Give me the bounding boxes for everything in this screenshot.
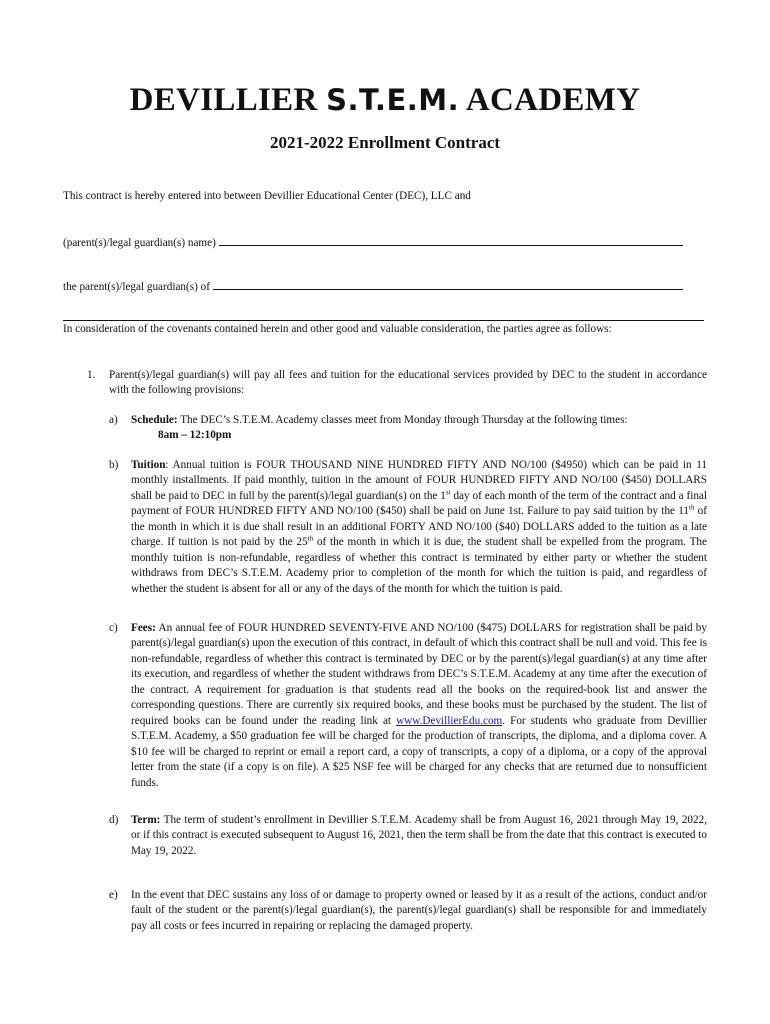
fees-letter: c) xyxy=(109,622,118,634)
term-letter: d) xyxy=(109,814,119,826)
schedule-clause: Schedule: The DEC’s S.T.E.M. Academy classes meet from Monday through Thursday at the following times: 8am – 12:10pm xyxy=(131,414,628,442)
consideration-text: In consideration of the covenants contained herein and other good and valuable consideration, the parties agree as follows: xyxy=(63,323,612,335)
item-number: 1. xyxy=(87,369,96,381)
student-name-label: the parent(s)/legal guardian(s) of xyxy=(63,281,210,293)
schedule-letter: a) xyxy=(109,414,118,426)
term-heading: Term: xyxy=(131,814,161,826)
schedule-heading: Schedule: xyxy=(131,414,178,426)
document-title: DEVILLIER S.T.E.M. ACADEMY xyxy=(129,82,641,118)
schedule-times: 8am – 12:10pm xyxy=(158,429,232,442)
item-text: Parent(s)/legal guardian(s) will pay all fees and tuition for the educational services provided by DEC to the student in accordance with the following provisions: xyxy=(109,369,707,397)
website-link[interactable]: www.DevillierEdu.com xyxy=(396,714,503,727)
student-name-line xyxy=(63,278,705,295)
tuition-clause: Tuition: Annual tuition is FOUR THOUSAND NINE HUNDRED FIFTY AND NO/100 ($4950) which can be paid in 11 monthly installments. If paid monthly, tuition in the amount of FOUR HUNDRED FIFTY AND NO/100 ($450) DOLLARS shall be paid to DEC in full by the parent(s)/legal guardian(s) on the 1st day of each month of the term of the contract and a final payment of FOUR HUNDRED FIFTY AND NO/100 ($450) shall be paid on June 1st. Failure to pay said tuition by the 11th of the month in which it is due shall result in an additional FORTY AND NO/100 ($40) DOLLARS added to the tuition as a late charge. If tuition is not paid by the 25th of the month in which it is due, the student shall be expelled from the program. The monthly tuition is non-refundable, regardless of whether this contract is terminated by either party or whether the student withdraws from DEC’s S.T.E.M. Academy prior to completion of the month for which the tuition is paid, and regardless of whether the student is absent for all or any of the days of the month for which the tuition is paid. xyxy=(131,459,707,595)
damage-clause: In the event that DEC sustains any loss of or damage to property owned or leased by it as a result of the actions, conduct and/or fault of the student or the parent(s)/legal guardian(s), the parent(s)/legal guardian(s) shall be responsible for and immediately pay all costs or fees incurred in repairing or replacing the damaged property. xyxy=(131,889,707,932)
student-name-continuation-field[interactable] xyxy=(63,320,704,321)
fees-clause: Fees: An annual fee of FOUR HUNDRED SEVENTY-FIVE AND NO/100 ($475) DOLLARS for registration shall be paid by parent(s)/legal guardian(s) upon the execution of this contract, in default of which this contract shall be null and void. This fee is non-refundable, regardless of whether this contract is terminated by DEC or by the parent(s)/legal guardian(s) at any time after its execution, and regardless of whether the student withdraws from DEC’s S.T.E.M. Academy at any time after the execution of the contract. A requirement for graduation is that students read all the books on the required-book list and answer the corresponding questions. There are currently six required books, and these books must be purchased by the student. The list of required books can be found under the reading link at www.DevillierEdu.com. For students who graduate from Devillier S.T.E.M. Academy, a $50 graduation fee will be charged for the production of transcripts, the diploma, and a diploma cover. A $10 fee will be charged to reprint or email a report card, a copy of transcripts, a copy of a diploma, or a copy of the approval letter from the state (if a copy is on file). A $25 NSF fee will be charged for any checks that are returned due to nonsufficient funds. xyxy=(131,622,707,789)
student-name-field[interactable] xyxy=(213,278,683,290)
title-stem-text: S.T.E.M. xyxy=(326,83,460,117)
intro-line: This contract is hereby entered into between Devillier Educational Center (DEC), LLC and xyxy=(63,190,471,202)
tuition-heading: Tuition xyxy=(131,459,166,471)
parent-name-field[interactable] xyxy=(219,234,683,246)
document-subtitle: 2021-2022 Enrollment Contract xyxy=(269,133,501,152)
parent-name-line xyxy=(63,234,705,251)
term-clause: Term: The term of student’s enrollment in Devillier S.T.E.M. Academy shall be from August 16, 2021 through May 19, 2022, or if this contract is executed subsequent to August 16, 2021, then the term shall be from the date that this contract is executed to May 19, 2022. xyxy=(131,814,708,857)
fees-heading: Fees: xyxy=(131,622,156,634)
parent-name-label: (parent(s)/legal guardian(s) name) xyxy=(63,237,216,249)
tuition-letter: b) xyxy=(109,459,119,471)
damage-letter: e) xyxy=(109,889,118,901)
